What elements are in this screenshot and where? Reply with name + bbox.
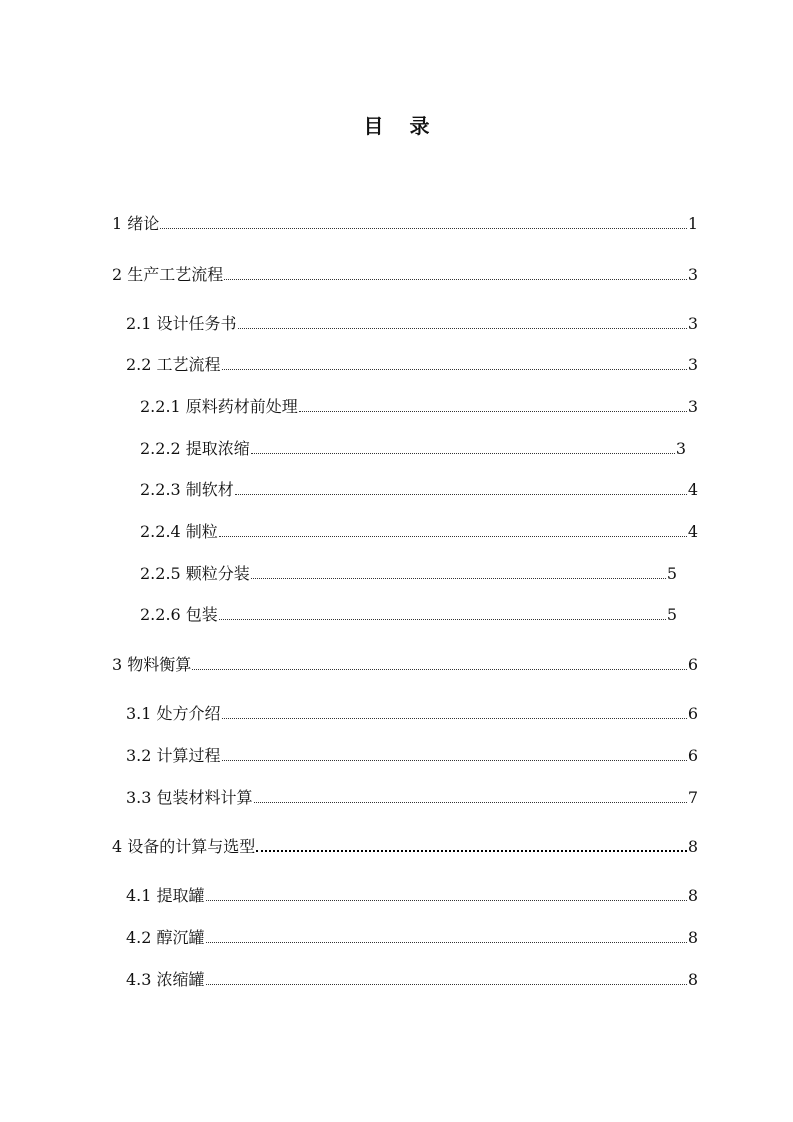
- dot-leader: [219, 619, 666, 620]
- toc-entry-label: 2.2.4 制粒: [140, 522, 218, 541]
- toc-entry-label: 2 生产工艺流程: [112, 265, 224, 284]
- toc-entry-4-3[interactable]: [126, 966, 698, 990]
- toc-entry-label: 2.2.2 提取浓缩: [140, 439, 250, 458]
- toc-entry-page: 8: [687, 886, 698, 905]
- toc-entry-label: 2.2.1 原料药材前处理: [140, 397, 298, 416]
- toc-entry-label: 3.1 处方介绍: [126, 704, 221, 723]
- dot-leader: [235, 494, 687, 495]
- dot-leader: [251, 578, 666, 579]
- toc-entry-page: 3: [687, 397, 698, 416]
- toc-entry-2-2-3[interactable]: [140, 476, 698, 500]
- toc-entry-page: 4: [687, 522, 698, 541]
- toc-entry-2-2-1[interactable]: [140, 393, 698, 417]
- dot-leader: [160, 228, 687, 229]
- toc-entry-label: 2.2.6 包装: [140, 605, 218, 624]
- toc-entry-page: 6: [687, 655, 698, 674]
- toc-entry-2-1[interactable]: [126, 310, 698, 334]
- toc-entry-page: 8: [687, 970, 698, 989]
- dot-leader: [256, 850, 687, 852]
- toc-entry-label: 3.2 计算过程: [126, 746, 221, 765]
- toc-entry-label: 1 绪论: [112, 214, 160, 233]
- toc-entry-label: 2.1 设计任务书: [126, 314, 237, 333]
- toc-entry-4-1[interactable]: [126, 882, 698, 906]
- dot-leader: [238, 328, 687, 329]
- toc-entry-label: 4.2 醇沉罐: [126, 928, 205, 947]
- toc-entry-3-2[interactable]: [126, 742, 698, 766]
- dot-leader: [206, 942, 687, 943]
- toc-entry-page: 3: [687, 314, 698, 333]
- toc-entry-page: 4: [687, 480, 698, 499]
- toc-entry-page: 8: [687, 928, 698, 947]
- toc-entry-page: 3: [687, 265, 698, 284]
- toc-entry-2-2-5[interactable]: [140, 560, 677, 584]
- toc-entry-label: 4.3 浓缩罐: [126, 970, 205, 989]
- dot-leader: [254, 802, 687, 803]
- toc-entry-2-2-6[interactable]: [140, 601, 677, 625]
- dot-leader: [219, 536, 687, 537]
- dot-leader: [299, 411, 687, 412]
- toc-entry-2-2-2[interactable]: [140, 435, 686, 459]
- toc-entry-page: 7: [687, 788, 698, 807]
- dot-leader: [251, 453, 675, 454]
- toc-entry-page: 1: [687, 214, 698, 233]
- dot-leader: [222, 369, 687, 370]
- dot-leader: [206, 900, 687, 901]
- toc-entry-label: 3.3 包装材料计算: [126, 788, 253, 807]
- dot-leader: [192, 669, 687, 670]
- toc-entry-2[interactable]: [112, 261, 698, 285]
- dot-leader: [222, 718, 687, 719]
- toc-entry-label: 4.1 提取罐: [126, 886, 205, 905]
- toc-entry-label: 2.2 工艺流程: [126, 355, 221, 374]
- toc-entry-label: 4 设备的计算与选型: [112, 837, 256, 856]
- dot-leader: [206, 984, 687, 985]
- toc-entry-page: 6: [687, 746, 698, 765]
- toc-entry-label: 2.2.3 制软材: [140, 480, 234, 499]
- toc-entry-1[interactable]: [112, 210, 698, 234]
- dot-leader: [222, 760, 687, 761]
- toc-entry-4[interactable]: [112, 833, 698, 857]
- title-part-2: 录: [409, 114, 430, 138]
- title-part-1: 目: [363, 114, 384, 138]
- toc-entry-page: 5: [666, 605, 677, 624]
- toc-entry-4-2[interactable]: [126, 924, 698, 948]
- toc-entry-page: 3: [675, 439, 686, 458]
- toc-entry-page: 3: [687, 355, 698, 374]
- toc-entry-page: 5: [666, 564, 677, 583]
- dot-leader: [224, 279, 687, 280]
- toc-entry-2-2-4[interactable]: [140, 518, 698, 542]
- toc-entry-label: 3 物料衡算: [112, 655, 192, 674]
- toc-entry-page: 6: [687, 704, 698, 723]
- toc-entry-label: 2.2.5 颗粒分装: [140, 564, 250, 583]
- toc-entry-page: 8: [687, 837, 698, 856]
- toc-entry-3[interactable]: [112, 651, 698, 675]
- toc-entry-3-1[interactable]: [126, 700, 698, 724]
- toc-entry-3-3[interactable]: [126, 784, 698, 808]
- toc-entry-2-2[interactable]: [126, 351, 698, 375]
